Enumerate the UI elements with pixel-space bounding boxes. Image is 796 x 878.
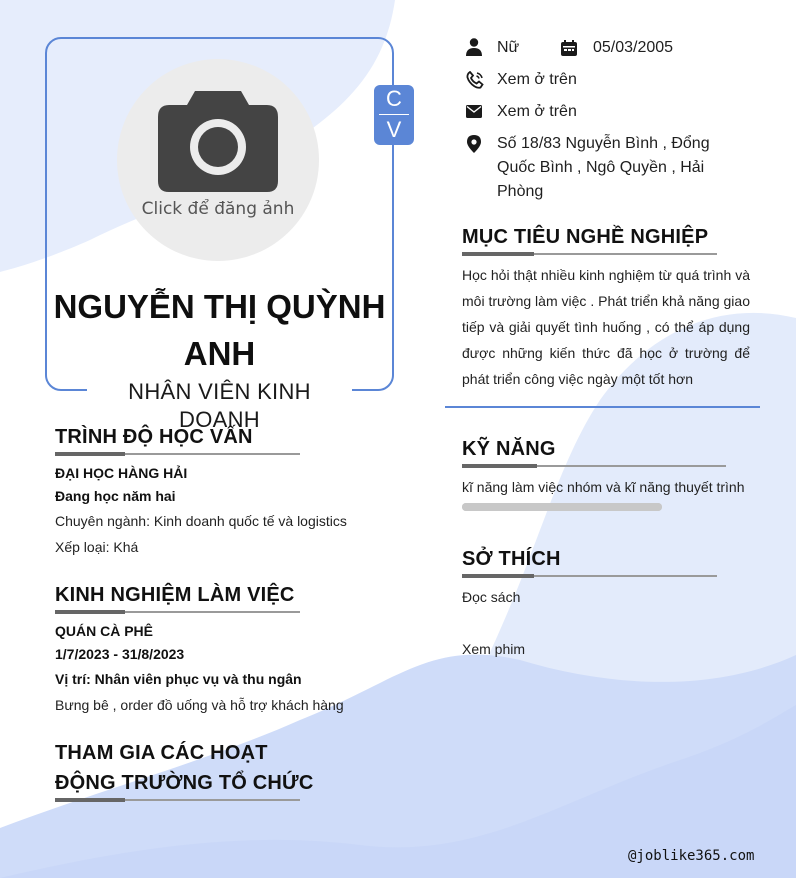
objective-underline	[462, 253, 717, 255]
address-line-3: Phòng	[497, 183, 544, 200]
cv-badge-top: C	[386, 86, 402, 111]
address-line-2: Quốc Bình , Ngô Quyền , Hải	[497, 159, 705, 176]
hobby-item-movies: Xem phim	[462, 641, 526, 657]
skills-underline	[462, 465, 726, 467]
activities-underline	[55, 799, 300, 801]
profile-card	[45, 37, 394, 432]
experience-description: Bưng bê , order đồ uống và hỗ trợ khách hàng	[55, 697, 344, 713]
job-title: NHÂN VIÊN KINH DOANH	[87, 378, 352, 434]
skill-level-bar	[462, 503, 662, 511]
email-icon	[466, 105, 482, 118]
education-heading: TRÌNH ĐỘ HỌC VẤN	[55, 426, 253, 448]
objective-text: Học hỏi thật nhiều kinh nghiệm từ quá trình và môi trường làm việc . Phát triển khả năng giao tiếp và giải quyết tình huống , có thể áp dụng được những kiến thức đã học ở trường để phát triển công việc ngày một tốt hơn	[462, 267, 750, 387]
phone-icon	[466, 71, 484, 89]
experience-period: 1/7/2023 - 31/8/2023	[55, 646, 185, 662]
experience-heading: KINH NGHIỆM LÀM VIỆC	[55, 584, 295, 606]
education-underline	[55, 453, 300, 455]
activities-heading-line-1: THAM GIA CÁC HOẠT	[55, 742, 268, 764]
full-name: NGUYỄN THỊ QUỲNH ANH	[53, 288, 386, 372]
photo-caption: Click để đăng ảnh	[141, 199, 295, 219]
calendar-icon	[561, 40, 577, 56]
hobbies-heading: SỞ THÍCH	[462, 548, 561, 570]
location-icon	[467, 135, 481, 153]
experience-underline	[55, 611, 300, 613]
education-grade: Xếp loại: Khá	[55, 539, 139, 555]
hobby-item-reading: Đọc sách	[462, 589, 521, 605]
cv-badge-bottom: V	[386, 117, 402, 142]
objective-divider	[445, 406, 760, 408]
person-icon	[466, 38, 482, 56]
experience-position: Vị trí: Nhân viên phục vụ và thu ngân	[55, 671, 302, 687]
email: Xem ở trên	[497, 103, 577, 120]
address-line-1: Số 18/83 Nguyễn Bình , Đổng	[497, 135, 710, 152]
skill-level-fill	[462, 503, 662, 511]
education-school: ĐẠI HỌC HÀNG HẢI	[55, 465, 188, 481]
hobbies-underline	[462, 575, 717, 577]
cv-badge	[374, 85, 414, 145]
activities-heading-line-2: ĐỘNG TRƯỜNG TỔ CHỨC	[55, 772, 314, 794]
skills-heading: KỸ NĂNG	[462, 438, 556, 460]
skill-item: kĩ năng làm việc nhóm và kĩ năng thuyết trình	[462, 479, 745, 495]
cv-badge-separator	[379, 114, 409, 115]
education-status: Đang học năm hai	[55, 488, 176, 504]
camera-icon	[157, 87, 279, 193]
gender: Nữ	[497, 39, 520, 56]
education-major: Chuyên ngành: Kinh doanh quốc tế và logistics	[55, 513, 347, 529]
experience-company: QUÁN CÀ PHÊ	[55, 623, 154, 639]
birthdate: 05/03/2005	[593, 39, 674, 56]
phone: Xem ở trên	[497, 71, 577, 88]
photo-upload[interactable]	[117, 59, 319, 261]
objective-heading: MỤC TIÊU NGHỀ NGHIỆP	[462, 226, 709, 248]
watermark: @joblike365.com	[628, 848, 755, 864]
